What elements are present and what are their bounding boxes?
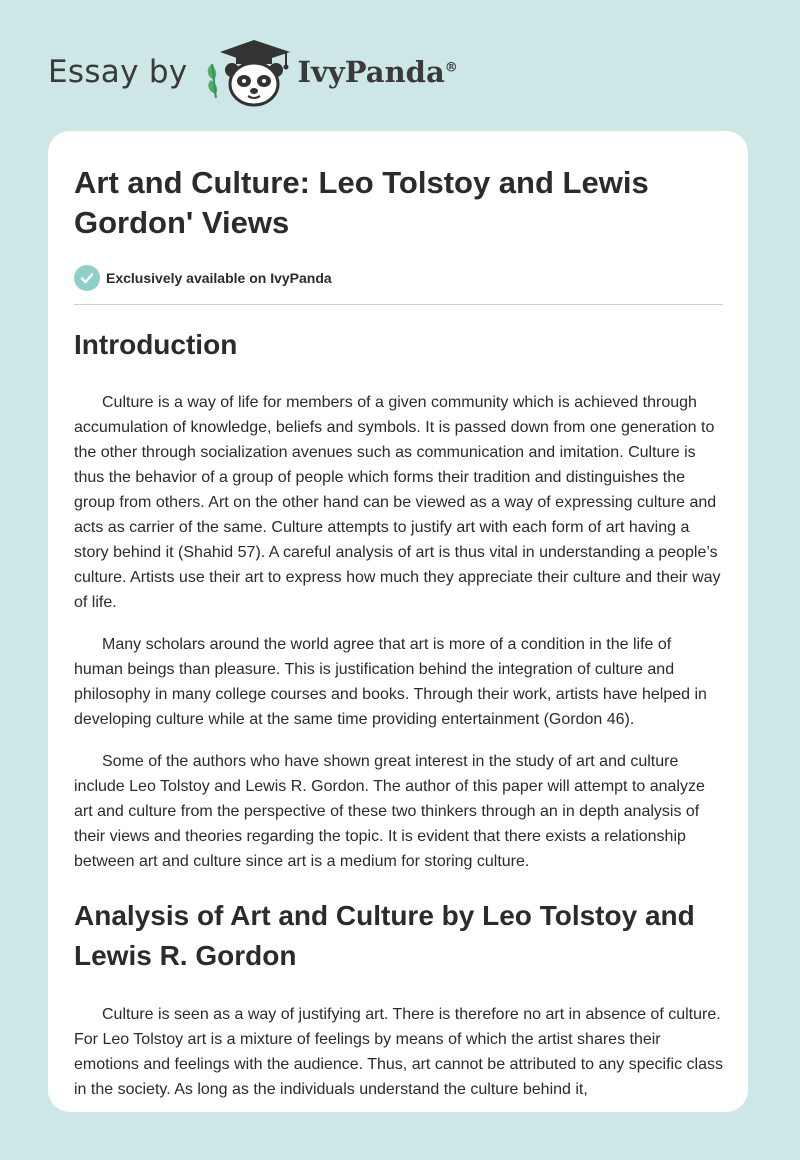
exclusive-label: Exclusively available on IvyPanda (106, 270, 332, 286)
paragraph: Culture is seen as a way of justifying art. There is therefore no art in absence of culture. For Leo Tolstoy art is a mixture of feelings by means of which the artist shares their emotions and feelings with the audience. Thus, art cannot be attributed to any specific class in the society. As long as the individuals understand the culture behind it, (74, 1006, 723, 1098)
essay-title: Art and Culture: Leo Tolstoy and Lewis Gordon' Views (74, 165, 649, 240)
section-heading-introduction: Introduction (74, 329, 238, 360)
essay-card (48, 131, 748, 1112)
paragraph: Some of the authors who have shown great interest in the study of art and culture include Leo Tolstoy and Lewis R. Gordon. The author of this paper will attempt to analyze art and culture from the perspective of these two thinkers through an in depth analysis of their views and theories regarding the topic. It is evident that there exists a relationship between art and culture since art is a medium for storing culture. (74, 753, 705, 870)
title-divider (74, 304, 723, 305)
ivypanda-logo-icon (202, 36, 294, 108)
section-heading-analysis: Analysis of Art and Culture by Leo Tolstoy and Lewis R. Gordon (74, 900, 695, 971)
check-icon (74, 265, 100, 291)
essay-content (74, 163, 723, 1102)
brand-prefix: Essay by (48, 54, 188, 90)
brand-name: IvyPanda® (297, 55, 458, 89)
paragraph: Culture is a way of life for members of a given community which is achieved through accumulation of knowledge, beliefs and symbols. It is passed down from one generation to the other through socialization avenues such as communication and imitation. Culture is thus the behavior of a group of people which forms their tradition and distinguishes the group from others. Art on the other hand can be viewed as a way of expressing culture and acts as carrier of the same. Culture attempts to justify art with each form of art having a story behind it (Shahid 57). A careful analysis of art is thus vital in understanding a people’s culture. Artists use their art to express how much they appreciate their culture and their way of life. (74, 394, 721, 611)
exclusive-badge (74, 265, 723, 291)
brand-header (48, 36, 508, 108)
paragraph: Many scholars around the world agree that art is more of a condition in the life of human beings than pleasure. This is justification behind the integration of culture and philosophy in many college courses and books. Through their work, artists have helped in developing culture while at the same time providing entertainment (Gordon 46). (74, 636, 707, 728)
registered-mark: ® (444, 60, 458, 76)
